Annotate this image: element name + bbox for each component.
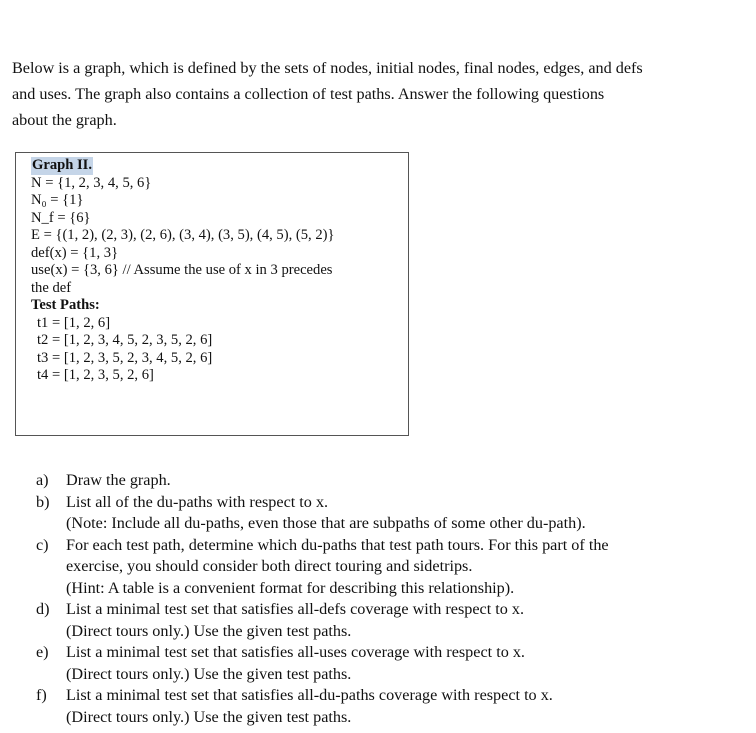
test-paths-title: Test Paths:	[31, 297, 100, 313]
question-e	[36, 642, 741, 685]
question-line: (Direct tours only.) Use the given test paths.	[66, 707, 352, 726]
question-c	[36, 535, 741, 600]
final-nodes: N_f = {6}	[31, 209, 91, 226]
intro-paragraph	[12, 55, 742, 133]
test-path: t4 = [1, 2, 3, 5, 2, 6]	[37, 367, 154, 383]
question-b	[36, 492, 741, 535]
question-line: Draw the graph.	[66, 471, 171, 489]
edge-set: E = {(1, 2), (2, 3), (2, 6), (3, 4), (3, 5), (4, 5), (5, 2)}	[31, 227, 335, 243]
graph-definition-box	[15, 152, 409, 436]
question-letter: f)	[36, 686, 47, 704]
use-set: use(x) = {3, 6} // Assume the use of x in 3 precedes	[31, 262, 333, 278]
graph-title: Graph II.	[32, 157, 93, 173]
question-letter: a)	[36, 471, 49, 489]
question-letter: d)	[36, 600, 50, 618]
intro-line: and uses. The graph also contains a collection of test paths. Answer the following questions	[12, 85, 605, 103]
question-f	[36, 685, 741, 728]
question-line: (Hint: A table is a convenient format for describing this relationship).	[66, 578, 515, 597]
test-path: t3 = [1, 2, 3, 5, 2, 3, 4, 5, 2, 6]	[37, 349, 213, 366]
question-letter: c)	[36, 535, 49, 554]
initial-nodes: N₀ = {1}	[31, 192, 84, 208]
use-set-continued: the def	[31, 279, 72, 296]
intro-line: Below is a graph, which is defined by the sets of nodes, initial nodes, final nodes, edges, and defs	[12, 59, 643, 77]
question-a	[36, 470, 741, 492]
question-line: List all of the du-paths with respect to x.	[66, 492, 329, 511]
question-line: exercise, you should consider both direct touring and sidetrips.	[66, 557, 473, 575]
test-path: t1 = [1, 2, 6]	[37, 314, 111, 331]
node-set: N = {1, 2, 3, 4, 5, 6}	[31, 174, 152, 191]
question-d	[36, 599, 741, 642]
def-set: def(x) = {1, 3}	[31, 244, 119, 261]
question-line: For each test path, determine which du-paths that test path tours. For this part of the	[66, 535, 609, 554]
test-path: t2 = [1, 2, 3, 4, 5, 2, 3, 5, 2, 6]	[37, 332, 213, 348]
question-line: List a minimal test set that satisfies all-defs coverage with respect to x.	[66, 600, 525, 618]
question-line: (Direct tours only.) Use the given test paths.	[66, 621, 352, 640]
question-line: (Direct tours only.) Use the given test paths.	[66, 664, 352, 683]
question-letter: e)	[36, 643, 49, 661]
question-letter: b)	[36, 492, 50, 511]
question-line: List a minimal test set that satisfies all-uses coverage with respect to x.	[66, 643, 525, 661]
intro-line: about the graph.	[12, 111, 117, 129]
question-list	[36, 470, 741, 728]
question-line: (Note: Include all du-paths, even those that are subpaths of some other du-path).	[66, 514, 586, 532]
question-line: List a minimal test set that satisfies all-du-paths coverage with respect to x.	[66, 686, 553, 704]
